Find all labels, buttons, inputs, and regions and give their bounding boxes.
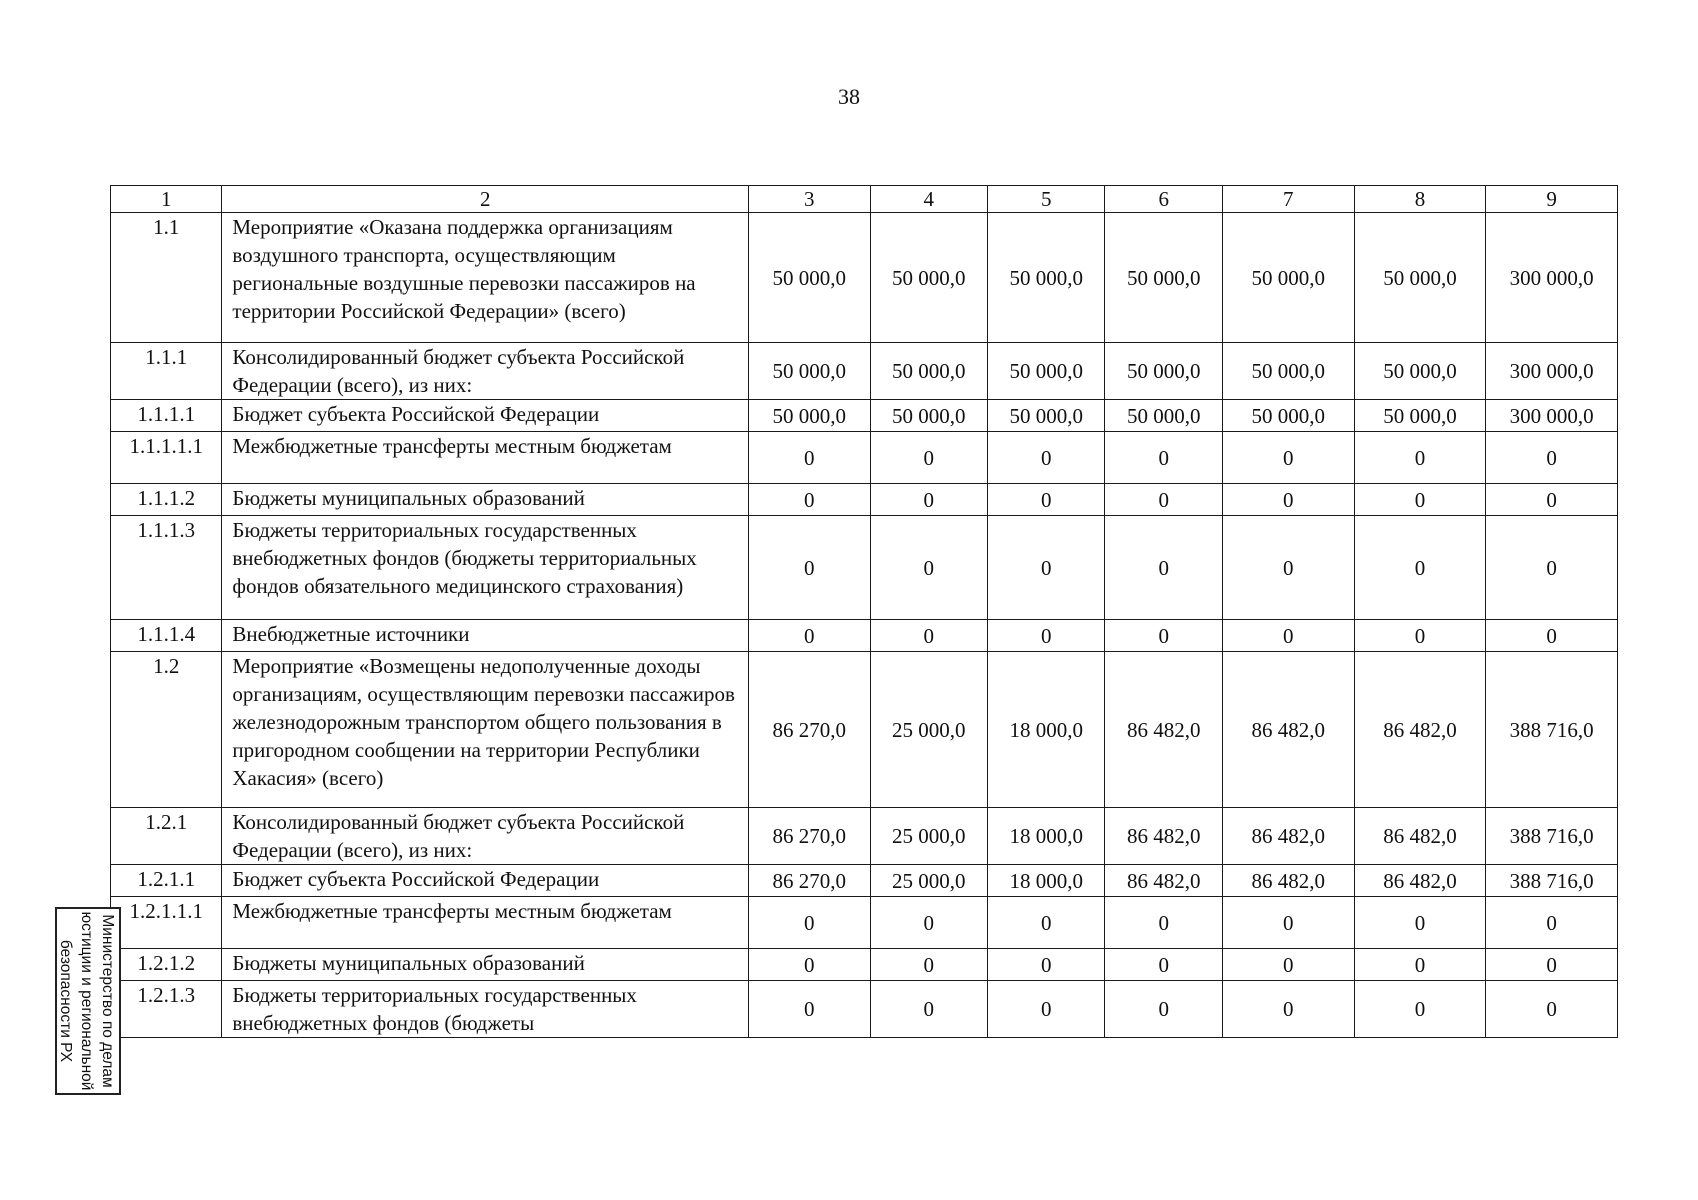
table-row (111, 949, 1618, 981)
value-cell: 0 (870, 981, 987, 1038)
header-cell: 2 (222, 186, 749, 213)
value-cell: 25 000,0 (870, 808, 987, 865)
value-cell: 86 482,0 (1354, 652, 1486, 808)
row-name-cell: Внебюджетные источники (222, 620, 749, 652)
value-cell: 300 000,0 (1486, 400, 1618, 432)
row-number-cell: 1.2.1.1.1 (111, 897, 222, 949)
value-cell: 0 (1222, 432, 1354, 484)
value-cell: 0 (749, 949, 871, 981)
table-row (111, 343, 1618, 400)
value-cell: 0 (870, 516, 987, 620)
row-name-cell: Бюджеты муниципальных образований (222, 949, 749, 981)
row-number-cell: 1.2.1.1 (111, 865, 222, 897)
table-row (111, 865, 1618, 897)
value-cell: 86 482,0 (1222, 865, 1354, 897)
header-cell: 1 (111, 186, 222, 213)
table-row (111, 432, 1618, 484)
value-cell: 86 482,0 (1354, 808, 1486, 865)
table-row (111, 652, 1618, 808)
value-cell: 0 (1486, 897, 1618, 949)
value-cell: 0 (1105, 516, 1222, 620)
value-cell: 0 (1354, 516, 1486, 620)
table-row (111, 400, 1618, 432)
row-name-cell: Бюджет субъекта Российской Федерации (222, 865, 749, 897)
value-cell: 50 000,0 (870, 400, 987, 432)
value-cell: 50 000,0 (1222, 343, 1354, 400)
row-name-cell: Мероприятие «Возмещены недополученные доходы организациям, осуществляющим перевозки пассажиров железнодорожным транспортом общего пользования в пригородном сообщении на территории Республики Хакасия» (всего) (222, 652, 749, 808)
header-cell: 7 (1222, 186, 1354, 213)
value-cell: 0 (870, 484, 987, 516)
value-cell: 0 (749, 484, 871, 516)
value-cell: 50 000,0 (1354, 343, 1486, 400)
header-cell: 4 (870, 186, 987, 213)
value-cell: 0 (1354, 981, 1486, 1038)
value-cell: 0 (1354, 949, 1486, 981)
value-cell: 25 000,0 (870, 865, 987, 897)
value-cell: 86 270,0 (749, 865, 871, 897)
value-cell: 0 (1222, 981, 1354, 1038)
value-cell: 0 (988, 484, 1105, 516)
value-cell: 0 (1354, 484, 1486, 516)
page-number: 38 (838, 84, 860, 109)
row-name-cell: Межбюджетные трансферты местным бюджетам (222, 897, 749, 949)
header-cell: 9 (1486, 186, 1618, 213)
value-cell: 50 000,0 (988, 400, 1105, 432)
value-cell: 0 (1222, 516, 1354, 620)
value-cell: 50 000,0 (1222, 400, 1354, 432)
row-number-cell: 1.1.1 (111, 343, 222, 400)
value-cell: 86 482,0 (1105, 652, 1222, 808)
value-cell: 86 270,0 (749, 652, 871, 808)
row-number-cell: 1.2.1.3 (111, 981, 222, 1038)
value-cell: 50 000,0 (749, 343, 871, 400)
value-cell: 50 000,0 (1222, 213, 1354, 343)
row-number-cell: 1.1 (111, 213, 222, 343)
table-row (111, 213, 1618, 343)
value-cell: 18 000,0 (988, 865, 1105, 897)
value-cell: 0 (870, 897, 987, 949)
row-number-cell: 1.2.1 (111, 808, 222, 865)
value-cell: 0 (1354, 897, 1486, 949)
row-number-cell: 1.2 (111, 652, 222, 808)
row-name-cell: Консолидированный бюджет субъекта Российской Федерации (всего), из них: (222, 808, 749, 865)
value-cell: 0 (1222, 620, 1354, 652)
row-number-cell: 1.1.1.1.1 (111, 432, 222, 484)
value-cell: 0 (749, 432, 871, 484)
value-cell: 300 000,0 (1486, 343, 1618, 400)
value-cell: 50 000,0 (1354, 213, 1486, 343)
value-cell: 0 (870, 949, 987, 981)
value-cell: 50 000,0 (988, 213, 1105, 343)
value-cell: 18 000,0 (988, 652, 1105, 808)
value-cell: 0 (1222, 897, 1354, 949)
value-cell: 86 482,0 (1105, 808, 1222, 865)
stamp-line: юстиции и региональной (78, 911, 95, 1091)
value-cell: 388 716,0 (1486, 652, 1618, 808)
header-cell: 8 (1354, 186, 1486, 213)
value-cell: 0 (988, 949, 1105, 981)
value-cell: 86 482,0 (1105, 865, 1222, 897)
value-cell: 86 482,0 (1222, 652, 1354, 808)
row-name-cell: Межбюджетные трансферты местным бюджетам (222, 432, 749, 484)
value-cell: 0 (1354, 620, 1486, 652)
stamp-line: Министерство по делам (99, 914, 116, 1088)
row-name-cell: Мероприятие «Оказана поддержка организациям воздушного транспорта, осуществляющим региональные воздушные перевозки пассажиров на территории Российской Федерации» (всего) (222, 213, 749, 343)
value-cell: 0 (1486, 949, 1618, 981)
value-cell: 0 (1105, 620, 1222, 652)
header-cell: 3 (749, 186, 871, 213)
value-cell: 50 000,0 (988, 343, 1105, 400)
value-cell: 25 000,0 (870, 652, 987, 808)
value-cell: 0 (749, 516, 871, 620)
value-cell: 388 716,0 (1486, 865, 1618, 897)
table-row (111, 808, 1618, 865)
value-cell: 0 (749, 620, 871, 652)
value-cell: 0 (1486, 516, 1618, 620)
value-cell: 0 (1105, 432, 1222, 484)
budget-table (110, 185, 1618, 1038)
value-cell: 0 (988, 620, 1105, 652)
value-cell: 0 (1105, 949, 1222, 981)
row-number-cell: 1.1.1.3 (111, 516, 222, 620)
value-cell: 0 (1105, 484, 1222, 516)
value-cell: 50 000,0 (749, 400, 871, 432)
value-cell: 300 000,0 (1486, 213, 1618, 343)
value-cell: 0 (870, 432, 987, 484)
value-cell: 0 (1222, 949, 1354, 981)
value-cell: 0 (988, 897, 1105, 949)
ministry-stamp (55, 907, 121, 1095)
row-number-cell: 1.2.1.2 (111, 949, 222, 981)
row-number-cell: 1.1.1.2 (111, 484, 222, 516)
value-cell: 50 000,0 (749, 213, 871, 343)
table-row (111, 981, 1618, 1038)
value-cell: 50 000,0 (1105, 400, 1222, 432)
value-cell: 0 (749, 897, 871, 949)
table-row (111, 897, 1618, 949)
value-cell: 0 (870, 620, 987, 652)
row-name-cell: Бюджеты территориальных государственных внебюджетных фондов (бюджеты (222, 981, 749, 1038)
value-cell: 0 (988, 516, 1105, 620)
header-cell: 5 (988, 186, 1105, 213)
table-body (111, 186, 1618, 1038)
value-cell: 50 000,0 (870, 343, 987, 400)
row-name-cell: Бюджет субъекта Российской Федерации (222, 400, 749, 432)
row-name-cell: Бюджеты территориальных государственных внебюджетных фондов (бюджеты территориальных фондов обязательного медицинского страхования) (222, 516, 749, 620)
table-row (111, 516, 1618, 620)
value-cell: 0 (1486, 620, 1618, 652)
value-cell: 18 000,0 (988, 808, 1105, 865)
table-header-row (111, 186, 1618, 213)
value-cell: 0 (1105, 897, 1222, 949)
stamp-line: безопасности РХ (57, 939, 74, 1063)
table-row (111, 484, 1618, 516)
value-cell: 0 (988, 432, 1105, 484)
row-name-cell: Консолидированный бюджет субъекта Российской Федерации (всего), из них: (222, 343, 749, 400)
row-number-cell: 1.1.1.4 (111, 620, 222, 652)
value-cell: 86 270,0 (749, 808, 871, 865)
value-cell: 86 482,0 (1354, 865, 1486, 897)
value-cell: 0 (1486, 981, 1618, 1038)
value-cell: 0 (749, 981, 871, 1038)
value-cell: 50 000,0 (1354, 400, 1486, 432)
value-cell: 388 716,0 (1486, 808, 1618, 865)
value-cell: 86 482,0 (1222, 808, 1354, 865)
value-cell: 50 000,0 (1105, 213, 1222, 343)
value-cell: 0 (1222, 484, 1354, 516)
header-cell: 6 (1105, 186, 1222, 213)
value-cell: 50 000,0 (870, 213, 987, 343)
value-cell: 0 (1486, 432, 1618, 484)
row-name-cell: Бюджеты муниципальных образований (222, 484, 749, 516)
value-cell: 0 (1354, 432, 1486, 484)
value-cell: 0 (1105, 981, 1222, 1038)
value-cell: 50 000,0 (1105, 343, 1222, 400)
table-row (111, 620, 1618, 652)
value-cell: 0 (1486, 484, 1618, 516)
value-cell: 0 (988, 981, 1105, 1038)
row-number-cell: 1.1.1.1 (111, 400, 222, 432)
